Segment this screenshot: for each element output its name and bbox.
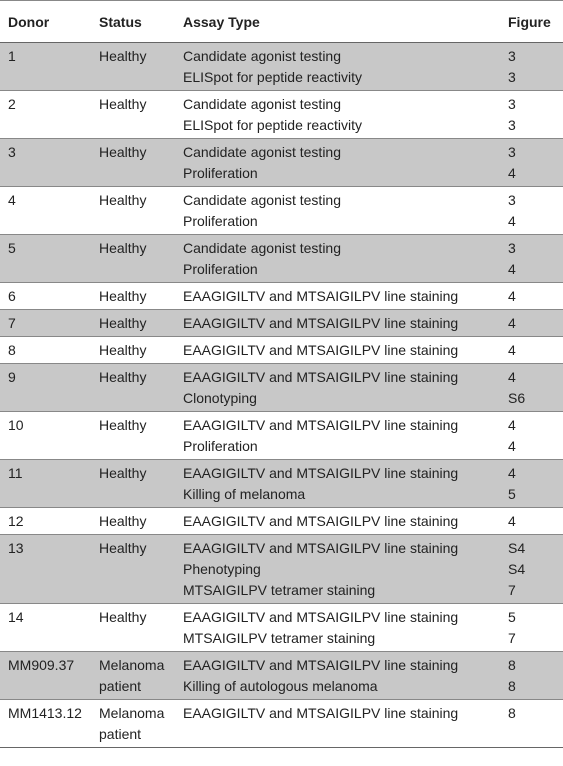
table-row — [0, 43, 563, 91]
status-cell — [91, 337, 175, 364]
figure-cell — [500, 283, 563, 310]
donor-cell-line: 5 — [8, 240, 16, 256]
figure-cell — [500, 412, 563, 460]
donor-cell — [0, 700, 91, 748]
assay-cell-line: Candidate agonist testing — [183, 96, 341, 112]
status-cell — [91, 43, 175, 91]
donor-cell-line: 7 — [8, 315, 16, 331]
assay-cell-line: EAAGIGILTV and MTSAIGILPV line staining — [183, 417, 459, 433]
status-cell-line: Healthy — [99, 540, 147, 556]
status-cell-line: Healthy — [99, 609, 147, 625]
status-cell — [91, 283, 175, 310]
header-status: Status — [91, 1, 175, 43]
status-cell-line: Healthy — [99, 144, 147, 160]
table-row — [0, 700, 563, 748]
figure-cell-line: 8 — [508, 705, 516, 721]
figure-cell-line: 3 — [508, 69, 516, 85]
donor-cell-line: MM909.37 — [8, 657, 75, 673]
figure-cell-line: 3 — [508, 192, 516, 208]
figure-cell — [500, 604, 563, 652]
header-assay-type: Assay Type — [175, 1, 500, 43]
assay-cell-line: Killing of autologous melanoma — [183, 678, 378, 694]
assay-cell — [175, 700, 500, 748]
table-row — [0, 91, 563, 139]
table-row — [0, 235, 563, 283]
donor-cell-line: 8 — [8, 342, 16, 358]
status-cell-line: Healthy — [99, 48, 147, 64]
donor-cell-line: 12 — [8, 513, 24, 529]
assay-cell-line: Killing of melanoma — [183, 486, 306, 502]
status-cell-line: Melanoma — [99, 657, 165, 673]
table-row — [0, 337, 563, 364]
assay-cell — [175, 364, 500, 412]
assay-cell-line: EAAGIGILTV and MTSAIGILPV line staining — [183, 705, 459, 721]
assay-cell-line: EAAGIGILTV and MTSAIGILPV line staining — [183, 540, 459, 556]
assay-cell-line: EAAGIGILTV and MTSAIGILPV line staining — [183, 465, 459, 481]
figure-cell — [500, 139, 563, 187]
assay-cell-line: Clonotyping — [183, 390, 257, 406]
donor-cell — [0, 364, 91, 412]
status-cell-line: Healthy — [99, 417, 147, 433]
figure-cell-line: 5 — [508, 486, 516, 502]
status-cell — [91, 535, 175, 604]
donor-cell — [0, 187, 91, 235]
figure-cell-line: 4 — [508, 288, 516, 304]
figure-cell — [500, 508, 563, 535]
table-row — [0, 604, 563, 652]
table-row — [0, 283, 563, 310]
assay-cell-line: Proliferation — [183, 261, 258, 277]
donor-cell — [0, 235, 91, 283]
donor-cell — [0, 412, 91, 460]
donor-cell-line: 2 — [8, 96, 16, 112]
assay-cell — [175, 535, 500, 604]
status-cell-line: patient — [99, 678, 142, 694]
assay-cell — [175, 283, 500, 310]
status-cell-line: Healthy — [99, 288, 147, 304]
figure-cell-line: S6 — [508, 390, 526, 406]
figure-cell-line: 8 — [508, 657, 516, 673]
table-row — [0, 412, 563, 460]
assay-cell — [175, 412, 500, 460]
figure-cell-line: 4 — [508, 438, 516, 454]
assay-cell — [175, 139, 500, 187]
table-row — [0, 310, 563, 337]
figure-cell-line: 3 — [508, 48, 516, 64]
figure-cell — [500, 235, 563, 283]
table-row — [0, 139, 563, 187]
figure-cell-line: 3 — [508, 117, 516, 133]
donor-cell — [0, 652, 91, 700]
assay-cell-line: MTSAIGILPV tetramer staining — [183, 582, 376, 598]
figure-cell — [500, 91, 563, 139]
figure-cell — [500, 364, 563, 412]
donor-cell-line: 11 — [8, 465, 23, 481]
table-row — [0, 187, 563, 235]
status-cell-line: Healthy — [99, 465, 147, 481]
donor-cell — [0, 43, 91, 91]
assay-cell-line: EAAGIGILTV and MTSAIGILPV line staining — [183, 513, 459, 529]
donor-cell — [0, 508, 91, 535]
donor-cell — [0, 139, 91, 187]
assay-cell — [175, 652, 500, 700]
assay-cell-line: Phenotyping — [183, 561, 261, 577]
figure-cell — [500, 652, 563, 700]
donor-cell — [0, 310, 91, 337]
status-cell — [91, 364, 175, 412]
status-cell-line: Healthy — [99, 315, 147, 331]
table-row — [0, 652, 563, 700]
donor-cell — [0, 283, 91, 310]
figure-cell-line: 4 — [508, 465, 516, 481]
figure-cell-line: S4 — [508, 561, 526, 577]
donor-cell-line: MM1413.12 — [8, 705, 82, 721]
status-cell — [91, 460, 175, 508]
donor-cell-line: 6 — [8, 288, 16, 304]
donor-cell-line: 4 — [8, 192, 16, 208]
status-cell-line: patient — [99, 726, 142, 742]
status-cell — [91, 412, 175, 460]
figure-cell — [500, 337, 563, 364]
donor-cell-line: 14 — [8, 609, 24, 625]
table-body — [0, 43, 563, 748]
donor-cell — [0, 604, 91, 652]
status-cell-line: Healthy — [99, 369, 147, 385]
table-row — [0, 535, 563, 604]
status-cell-line: Healthy — [99, 513, 147, 529]
status-cell — [91, 91, 175, 139]
table-row — [0, 460, 563, 508]
header-row — [0, 1, 563, 43]
assay-cell — [175, 460, 500, 508]
assay-cell — [175, 91, 500, 139]
donor-cell — [0, 535, 91, 604]
header-figure: Figure — [500, 1, 563, 43]
figure-cell — [500, 187, 563, 235]
figure-cell-line: 7 — [508, 630, 516, 646]
header-donor: Donor — [0, 1, 91, 43]
donor-cell — [0, 337, 91, 364]
figure-cell-line: 4 — [508, 261, 516, 277]
table-row — [0, 364, 563, 412]
assay-cell-line: Candidate agonist testing — [183, 192, 341, 208]
figure-cell-line: S4 — [508, 540, 526, 556]
figure-cell-line: 4 — [508, 369, 516, 385]
donor-cell-line: 10 — [8, 417, 24, 433]
donor-cell-line: 1 — [8, 48, 16, 64]
status-cell — [91, 235, 175, 283]
table-header — [0, 1, 563, 43]
assay-cell — [175, 508, 500, 535]
status-cell-line: Healthy — [99, 96, 147, 112]
donor-cell-line: 13 — [8, 540, 24, 556]
status-cell — [91, 604, 175, 652]
assay-cell-line: EAAGIGILTV and MTSAIGILPV line staining — [183, 657, 459, 673]
figure-cell-line: 4 — [508, 213, 516, 229]
figure-cell — [500, 700, 563, 748]
figure-cell-line: 4 — [508, 417, 516, 433]
assay-cell-line: EAAGIGILTV and MTSAIGILPV line staining — [183, 288, 459, 304]
assay-cell-line: EAAGIGILTV and MTSAIGILPV line staining — [183, 315, 459, 331]
status-cell — [91, 652, 175, 700]
status-cell-line: Melanoma — [99, 705, 165, 721]
figure-cell-line: 4 — [508, 342, 516, 358]
assay-cell — [175, 43, 500, 91]
assay-cell — [175, 235, 500, 283]
status-cell-line: Healthy — [99, 240, 147, 256]
figure-cell-line: 3 — [508, 144, 516, 160]
assay-cell-line: Proliferation — [183, 438, 258, 454]
status-cell-line: Healthy — [99, 342, 147, 358]
assay-cell-line: EAAGIGILTV and MTSAIGILPV line staining — [183, 369, 459, 385]
status-cell — [91, 508, 175, 535]
assay-cell — [175, 187, 500, 235]
assay-cell-line: Candidate agonist testing — [183, 48, 341, 64]
assay-cell-line: EAAGIGILTV and MTSAIGILPV line staining — [183, 342, 459, 358]
donor-cell — [0, 91, 91, 139]
status-cell-line: Healthy — [99, 192, 147, 208]
assay-cell — [175, 604, 500, 652]
assay-cell — [175, 310, 500, 337]
figure-cell — [500, 535, 563, 604]
figure-cell — [500, 460, 563, 508]
table-row — [0, 508, 563, 535]
assay-cell-line: ELISpot for peptide reactivity — [183, 69, 362, 85]
assay-cell-line: Proliferation — [183, 213, 258, 229]
figure-cell-line: 8 — [508, 678, 516, 694]
figure-cell-line: 7 — [508, 582, 516, 598]
figure-cell-line: 4 — [508, 513, 516, 529]
assay-cell-line: ELISpot for peptide reactivity — [183, 117, 362, 133]
donor-cell-line: 3 — [8, 144, 16, 160]
assay-cell-line: Candidate agonist testing — [183, 240, 341, 256]
assay-cell-line: Proliferation — [183, 165, 258, 181]
donor-cell — [0, 460, 91, 508]
status-cell — [91, 139, 175, 187]
figure-cell-line: 3 — [508, 240, 516, 256]
assay-cell-line: EAAGIGILTV and MTSAIGILPV line staining — [183, 609, 459, 625]
assay-cell-line: Candidate agonist testing — [183, 144, 341, 160]
status-cell — [91, 187, 175, 235]
assay-cell-line: MTSAIGILPV tetramer staining — [183, 630, 376, 646]
figure-cell — [500, 43, 563, 91]
figure-cell-line: 4 — [508, 315, 516, 331]
figure-cell-line: 4 — [508, 165, 516, 181]
figure-cell — [500, 310, 563, 337]
status-cell — [91, 700, 175, 748]
donor-cell-line: 9 — [8, 369, 16, 385]
assay-cell — [175, 337, 500, 364]
figure-cell-line: 5 — [508, 609, 516, 625]
status-cell — [91, 310, 175, 337]
figure-cell-line: 3 — [508, 96, 516, 112]
